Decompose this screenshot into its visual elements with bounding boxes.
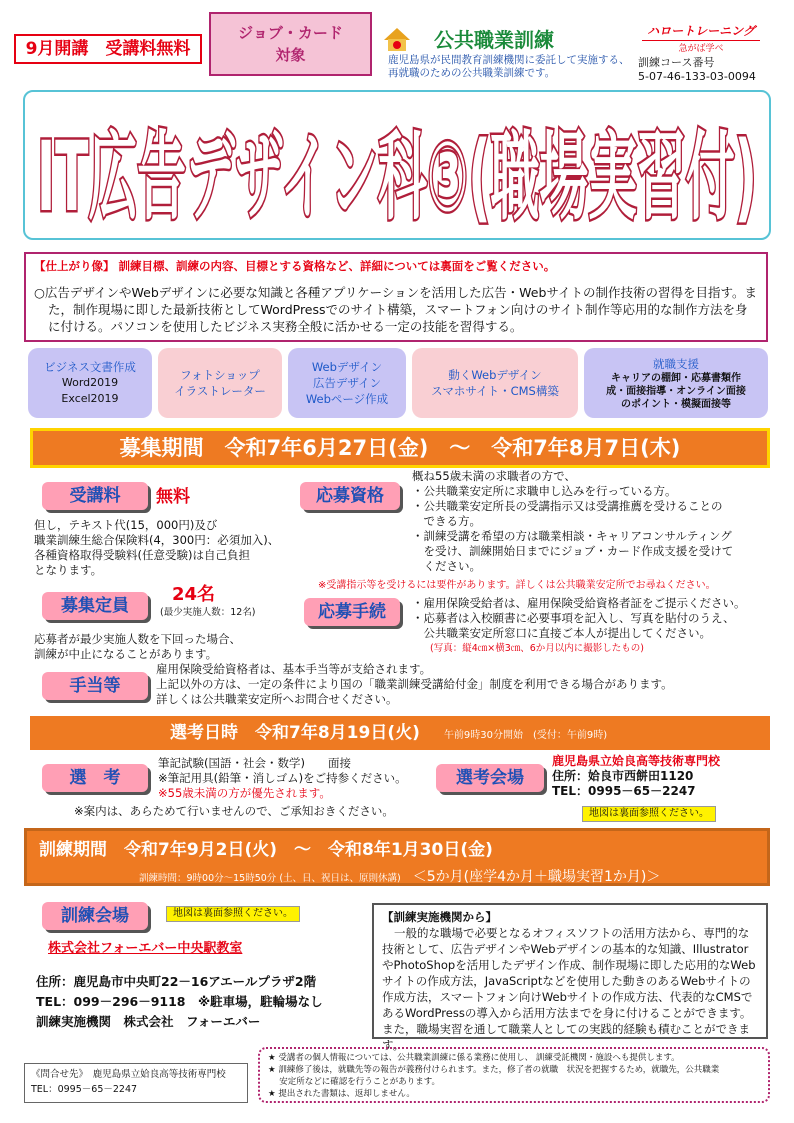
training-hours: 訓練時間：9時00分～15時50分 (土、日、祝日は、原則休講) (139, 873, 401, 884)
eligibility-line: ・公共職業安定所長の受講指示又は受講推薦を受けることの (412, 499, 723, 513)
selection-line-3: ※55歳未満の方が優先されます。 (158, 786, 331, 800)
hello-training-logo-text: ハロートレーニング (647, 24, 755, 38)
outcome-heading: 【仕上がり像】 (34, 259, 115, 273)
capacity-value: 24名 (172, 584, 216, 605)
pill-business-docs-title: ビジネス文書作成 (44, 360, 136, 374)
procedure-photo-note: (写真：縦4㎝×横3㎝、6か月以内に撮影したもの) (430, 643, 645, 654)
selection-date-bar (30, 716, 770, 750)
fee-value: 無料 (156, 487, 190, 507)
eligibility-line: ください。 (412, 559, 481, 573)
pill-dynamic-web-title: 動くWebデザイン (448, 368, 542, 382)
selection-time: 午前9時30分開始 (受付：午前9時) (443, 730, 608, 741)
page-title-text: IT広告デザイン科③(職場実習付) (37, 121, 757, 233)
allowance-line: 上記以外の方は、一定の条件により国の「職業訓練受講給付金」制度を利用できる場合があります。 (156, 677, 673, 691)
training-venue-map-note: 地図は裏面参照ください。 (166, 906, 300, 922)
pill-dynamic-web (412, 348, 578, 418)
pill-job-support-line3: のポイント・模擬面接等 (621, 398, 731, 410)
eligibility-label: 応募資格 (300, 482, 400, 510)
selection-line-2: ※筆記用具(鉛筆・消しゴム)をご持参ください。 (158, 771, 407, 785)
hello-training-logo (642, 22, 760, 54)
venue-label: 選考会場 (436, 764, 544, 792)
procedure-line: 公共職業安定所窓口に直接ご本人が提出してください。 (412, 626, 711, 640)
training-period: 訓練期間 令和7年9月2日(火) ～ 令和8年1月30日(金) (39, 840, 493, 860)
procedure-lines (412, 596, 772, 656)
eligibility-line: 概ね55歳未満の求職者の方で、 (412, 469, 576, 483)
note-line: ★ 提出された書類は、返却しません。 (268, 1089, 415, 1099)
pill-business-docs-excel: Excel2019 (61, 392, 119, 405)
badge-open-free: 9月開講 受講料無料 (14, 34, 202, 64)
training-venue-label: 訓練会場 (42, 902, 148, 930)
training-period-bar (24, 828, 770, 886)
note-line: ★ 訓練修了後は，就職先等の報告が義務付けられます。また，修了者の就職 状況を把握するため，就職先，公共職業 (268, 1065, 720, 1075)
procedure-line: ・雇用保険受給者は、雇用保険受給資格者証をご提示ください。 (412, 596, 746, 610)
notes-box (258, 1047, 770, 1103)
institution-heading: 【訓練実施機関から】 (382, 910, 497, 924)
eligibility-line: ・訓練受講を希望の方は職業相談・キャリアコンサルティング (412, 529, 732, 543)
pill-photoshop: フォトショップ (180, 368, 260, 382)
course-code (638, 56, 756, 84)
training-venue-info (36, 972, 323, 1032)
capacity-note-2: 訓練が中止になることがあります。 (34, 647, 218, 661)
pill-smartphone-cms: スマホサイト・CMS構築 (431, 384, 559, 398)
eligibility-line: できる方。 (412, 514, 481, 528)
pill-business-docs (28, 348, 152, 418)
hello-training-tagline: 急がば学べ (642, 40, 760, 54)
venue-name: 鹿児島県立姶良高等技術専門校 (552, 754, 721, 768)
training-venue-name: 株式会社フォーエバー中央駅教室 (48, 941, 243, 956)
capacity-label: 募集定員 (42, 592, 148, 620)
capacity-notes (34, 632, 241, 662)
outcome-box (24, 252, 768, 342)
job-card-badge (209, 12, 372, 76)
public-training-logo-icon (380, 26, 414, 54)
pill-job-support-line2: 成・面接指導・オンライン面接 (606, 385, 746, 397)
pill-job-support (584, 348, 768, 418)
procedure-line: ・応募者は入校願書に必要事項を記入し、写真を貼付のうえ、 (412, 611, 735, 625)
allowance-line: 雇用保険受給資格者は、基本手当等が支給されます。 (156, 662, 432, 676)
recruitment-period: 募集期間 令和7年6月27日(金) ～ 令和7年8月7日(木) (30, 428, 770, 468)
pill-job-support-line1: キャリアの棚卸・応募書類作 (611, 372, 741, 384)
pill-illustrator: イラストレーター (174, 384, 266, 398)
inquiry-line-1: 《問合せ先》 鹿児島県立姶良高等技術専門校 (31, 1069, 226, 1080)
fee-notes (34, 518, 279, 578)
venue-tel: TEL：0995－65－2247 (552, 784, 696, 798)
pill-job-support-title: 就職支援 (653, 356, 699, 371)
venue-address: 住所：姶良市西餅田1120 (552, 769, 694, 783)
fee-note-3: 各種資格取得受験料(任意受験)は自己負担 (34, 548, 250, 562)
course-code-value: 5-07-46-133-03-0094 (638, 70, 756, 83)
pill-web-design-title: Webデザイン (311, 360, 383, 374)
outcome-heading-note: 訓練目標、訓練の内容、目標とする資格など、詳細については裏面をご覧ください。 (118, 259, 556, 273)
eligibility-line: を受け、訓練開始日までにジョブ・カード作成支援を受けて (412, 544, 734, 558)
capacity-note-1: 応募者が最少実施人数を下回った場合、 (34, 632, 241, 646)
selection-line-1: 筆記試験(国語・社会・数学) 面接 (158, 756, 351, 770)
eligibility-notice: ※受講指示等を受けるには要件があります。詳しくは公共職業安定所でお尋ねください。 (318, 580, 716, 591)
training-venue-address: 住所：鹿児島市中央町22－16アエールプラザ2階 (36, 974, 317, 989)
pill-web-page: Webページ作成 (305, 392, 389, 406)
fee-label: 受講料 (42, 482, 148, 510)
job-card-line2: 対象 (275, 46, 306, 64)
eligibility-line: ・公共職業安定所に求職申し込みを行っている方。 (412, 484, 677, 498)
inquiry-box (24, 1063, 248, 1103)
outcome-body: ○広告デザインやWebデザインに必要な知識と各種アプリケーションを活用した広告・Webサイトの制作技術の習得を目指す。また，制作現場に即した最新技術としてWordPressでのサイト構築，スマートフォン向けのサイト制作等応用的な制作方法を身に付ける。パソコンを使用したビジネス実務全般に活かせる一定の技能を習得する。 (34, 285, 758, 334)
training-venue-institution: 訓練実施機関 株式会社 フォーエバー (36, 1014, 261, 1029)
institution-message-box (372, 903, 768, 1052)
pill-photoshop-illustrator (158, 348, 282, 418)
capacity-minimum: (最少実施人数：12名) (160, 607, 256, 618)
allowance-line: 詳しくは公共職業安定所へお問合せください。 (156, 692, 398, 706)
inquiry-tel: TEL：0995－65－2247 (31, 1084, 138, 1095)
allowance-label: 手当等 (42, 672, 148, 700)
public-training-title: 公共職業訓練 (434, 28, 554, 52)
public-training-desc (388, 54, 630, 80)
note-line: 安定所などに確認を行うことがあります。 (268, 1077, 441, 1087)
venue-info (552, 754, 720, 799)
institution-body: 一般的な職場で必要となるオフィスソフトの活用方法から、専門的な技術として、広告デザインやWebデザインの基本的な知識、IllustratorやPhotoShopを活用したデザイン作成、制作現場に即した応用的なWebサイトの作成方法，JavaScriptなどを使用した動きのあるWebサイトの作成方法，スマートフォン向けWebサイトの作成方法、代表的なCMSであるWordPressの導入から活用方法までを身に付けることができます。また，職場実習を通して職業人としての実践的経験も積むことができます。 (382, 926, 756, 1052)
training-venue-tel: TEL：099－296－9118 ※駐車場，駐輪場なし (36, 994, 323, 1009)
training-duration: ＜5か月(座学4か月＋職場実習1か月)＞ (412, 869, 661, 885)
pill-ad-design: 広告デザイン (312, 376, 382, 390)
selection-date: 選考日時 令和7年8月19日(火) (170, 723, 420, 743)
public-training-desc-line2: 再就職のための公共職業訓練です。 (388, 67, 556, 79)
fee-note-4: となります。 (34, 563, 103, 577)
allowance-lines (156, 662, 768, 707)
eligibility-lines (412, 469, 772, 574)
job-card-line1: ジョブ・カード (238, 24, 343, 42)
fee-note-1: 但し，テキスト代(15，000円)及び (34, 518, 218, 532)
selection-lines (158, 756, 428, 801)
selection-line-4: ※案内は、あらためて行いませんので、ご承知おきください。 (74, 804, 394, 818)
pill-business-docs-word: Word2019 (61, 376, 119, 389)
note-line: ★ 受講者の個人情報については、公共職業訓練に係る業務に使用し、 訓練受託機関・施設へも提供します。 (268, 1053, 680, 1063)
public-training-desc-line1: 鹿児島県が民間教育訓練機関に委託して実施する、 (388, 54, 630, 66)
page-title (23, 92, 771, 238)
selection-label: 選 考 (42, 764, 148, 792)
procedure-label: 応募手続 (304, 598, 400, 626)
venue-map-note: 地図は裏面参照ください。 (582, 806, 716, 822)
fee-note-2: 職業訓練生総合保険料(4，300円：必須加入)、 (34, 533, 280, 547)
course-code-label: 訓練コース番号 (638, 56, 715, 69)
pill-web-design (288, 348, 406, 418)
